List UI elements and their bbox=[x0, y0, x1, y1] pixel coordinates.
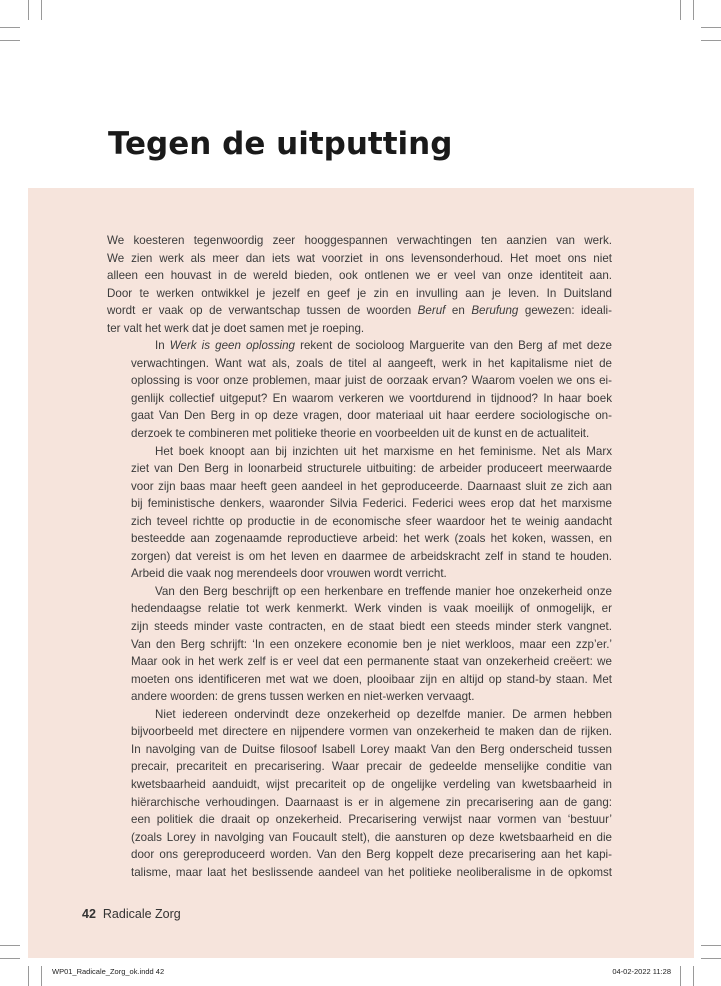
page-number: 42 bbox=[82, 907, 96, 921]
page-title: Tegen de uitputting bbox=[108, 126, 453, 162]
crop-mark bbox=[701, 958, 721, 959]
text-line: Niet iedereen ondervindt deze onzekerheid op dezelfde manier. De armen hebben bbox=[155, 707, 612, 721]
text-line: wordt er vaak op de verwantschap tussen de woorden Beruf en Berufung gewezen: ideali- bbox=[107, 304, 612, 318]
text-line: oplossing is voor onze problemen, maar juist de oorzaak ervan? Waarom voelen we ons ei- bbox=[131, 374, 612, 388]
text-line: Van den Berg beschrijft op een herkenbare en treffende manier hoe onzekerheid onze bbox=[155, 584, 612, 598]
text-line: We koesteren tegenwoordig zeer hooggespannen verwachtingen ten aanzien van werk. bbox=[107, 234, 612, 247]
crop-mark bbox=[28, 0, 29, 20]
crop-mark bbox=[701, 27, 721, 28]
text-line: verwachtingen. Want wat als, zoals de titel al aangeeft, werk in het kapitalisme niet de bbox=[131, 356, 612, 370]
text-line: zich teveel richtte op productie in de economische sfeer waardoor het te weinig aandacht bbox=[131, 514, 612, 528]
article-body bbox=[107, 232, 612, 881]
paragraph bbox=[107, 337, 612, 442]
text-line: Arbeid die vaak nog merendeels door vrouwen wordt verricht. bbox=[131, 567, 447, 581]
text-line: voor zijn baas maar heeft geen aandeel in het geproduceerde. Daarnaast sluit ze zich aan bbox=[131, 479, 612, 493]
page-footer bbox=[82, 907, 181, 921]
crop-mark bbox=[0, 958, 20, 959]
text-line: bij feministische denkers, waaronder Silvia Federici. Federici wees erop dat het marxisme bbox=[131, 497, 612, 511]
paragraph bbox=[107, 443, 612, 583]
text-line: hedendaagse relatie tot werk kenmerkt. Werk vinden is vaak moeilijk of onmogelijk, er bbox=[131, 602, 612, 616]
crop-mark bbox=[680, 0, 681, 20]
text-line: zijn steeds minder vaste contracten, en de staat biedt een steeds minder sterk vangnet. bbox=[131, 620, 612, 634]
text-line: bijvoorbeeld met directere en nijpendere vormen van onzekerheid te maken dan de rijken. bbox=[131, 725, 612, 739]
italic-title: Beruf bbox=[417, 304, 446, 318]
crop-mark bbox=[41, 0, 42, 20]
text-line: kwetsbaarheid aanduidt, wijst precariteit op de ongelijke verdeling van kwetsbaarheid in bbox=[131, 777, 612, 791]
text-line: gaat Van Den Berg in op deze vragen, door materiaal uit haar eerdere sociologische on- bbox=[131, 409, 612, 423]
publication-name: Radicale Zorg bbox=[102, 907, 181, 921]
crop-mark bbox=[0, 40, 20, 41]
crop-mark bbox=[0, 945, 20, 946]
crop-mark bbox=[680, 966, 681, 986]
text-line: We zien werk als meer dan iets wat voorziet in ons levensonderhoud. Het moet ons niet bbox=[107, 251, 612, 265]
print-slug-file: WP01_Radicale_Zorg_ok.indd 42 bbox=[52, 967, 165, 976]
crop-mark bbox=[41, 966, 42, 986]
text-line: een politiek die draait op onzekerheid. Precarisering verwijst naar vormen van ‘bestuur’ bbox=[131, 813, 612, 827]
text-line: Maar ook in het werk zelf is er veel dat een permanente staat van onzekerheid creëert: we bbox=[131, 655, 612, 669]
text-line: talisme, maar laat het beslissende aandeel van het politieke neoliberalisme in de opkomst bbox=[131, 865, 612, 879]
text-line: Door te werken ontwikkel je jezelf en geef je zin en invulling aan je leven. In Duitsland bbox=[107, 286, 612, 300]
crop-mark bbox=[701, 945, 721, 946]
text-line: alleen een houvast in de wereld bieden, ook ontlenen we er veel van onze identiteit aan. bbox=[107, 269, 612, 283]
print-slug-date: 04-02-2022 11:28 bbox=[612, 967, 671, 976]
text-line: (zoals Lorey in navolging van Foucault stelt), die aansturen op deze kwetsbaarheid en die bbox=[131, 830, 612, 844]
text-line: zorgen) dat vereist is om het leven en daarmee de arbeidskracht zelf in stand te houden. bbox=[131, 549, 612, 563]
italic-title: Berufung bbox=[471, 304, 519, 318]
paragraph bbox=[107, 232, 612, 337]
crop-mark bbox=[701, 40, 721, 41]
italic-title: Werk is geen oplossing bbox=[169, 339, 295, 353]
crop-mark bbox=[28, 966, 29, 986]
text-line: door ons gereproduceerd worden. Van den Berg koppelt deze precarisering aan het kapi- bbox=[131, 848, 612, 862]
text-line: ziet van Den Berg in loonarbeid structurele uitbuiting: de arbeider produceert meerwaarde bbox=[131, 462, 612, 476]
paragraph bbox=[107, 706, 612, 881]
text-line: Van den Berg schrijft: ‘In een onzekere economie ben je niet werkloos, maar een zzp’er.’ bbox=[131, 637, 612, 651]
text-line: Het boek knoopt aan bij inzichten uit het marxisme en het feminisme. Net als Marx bbox=[155, 444, 612, 458]
text-line: ter valt het werk dat je doet samen met je roeping. bbox=[107, 321, 365, 335]
text-line: hiërarchische verhoudingen. Daarnaast is er in algemene zin precarisering aan de gang: bbox=[131, 795, 612, 809]
crop-mark bbox=[693, 966, 694, 986]
text-line: genlijk collectief uitgeput? En waarom verkeren we voortdurend in tijdnood? In haar boek bbox=[131, 391, 612, 405]
paragraph bbox=[107, 583, 612, 706]
text-line: In Werk is geen oplossing rekent de socioloog Marguerite van den Berg af met deze bbox=[155, 339, 612, 353]
crop-mark bbox=[693, 0, 694, 20]
text-line: besteedde aan zogenaamde reproductieve arbeid: het werk (zoals het koken, wassen, en bbox=[131, 532, 612, 546]
text-line: In navolging van de Duitse filosoof Isabell Lorey maakt Van den Berg onderscheid tussen bbox=[131, 742, 612, 756]
text-line: derzoek te combineren met politieke theorie en voorbeelden uit de kunst en de actualiteit. bbox=[131, 427, 590, 441]
text-line: precair, precariteit en precarisering. Waar precair de gedeelde menselijke conditie van bbox=[131, 760, 612, 774]
text-line: moeten ons identificeren met wat we doen, plooibaar zijn en altijd op stand-by staan. Met bbox=[131, 672, 612, 686]
crop-mark bbox=[0, 27, 20, 28]
text-line: andere woorden: de grens tussen werken en niet-werken vervaagt. bbox=[131, 690, 475, 704]
